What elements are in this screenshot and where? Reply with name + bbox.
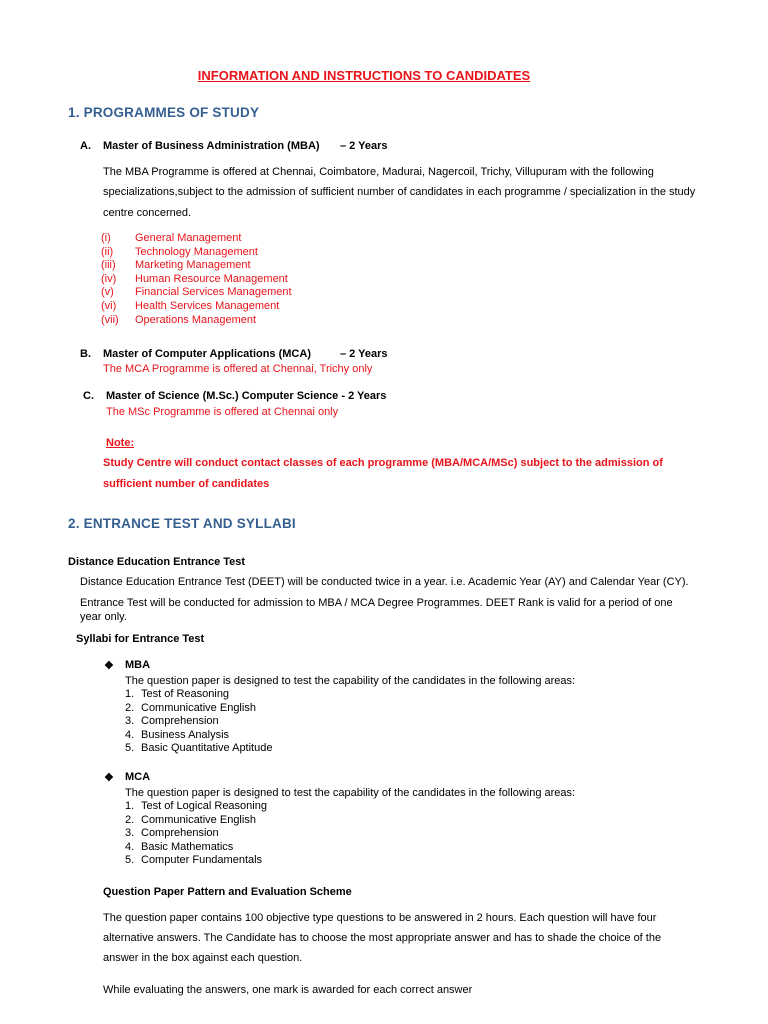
deet-line-3: year only. xyxy=(80,611,127,623)
list-item xyxy=(125,715,272,729)
list-item-text: Basic Mathematics xyxy=(141,840,234,853)
list-item-text: Test of Reasoning xyxy=(141,688,230,700)
list-item-number: 5. xyxy=(125,854,135,866)
list-item xyxy=(125,854,267,868)
list-item xyxy=(101,246,292,260)
list-item xyxy=(101,286,292,300)
qp-line-3: answer in the box against each question. xyxy=(103,952,303,964)
programme-a-label: A. xyxy=(80,140,91,152)
list-item xyxy=(125,742,272,756)
diamond-bullet-icon: ❖ xyxy=(104,660,114,672)
list-item-number: 2. xyxy=(125,813,135,826)
list-item-number: 3. xyxy=(125,827,135,839)
list-item-number: 2. xyxy=(125,701,135,714)
mca-syllabus-list xyxy=(125,800,267,868)
note-line-1: Study Centre will conduct contact classes of each programme (MBA/MCA/MSc) subject to the admission of xyxy=(103,457,663,469)
list-item-number: (v) xyxy=(101,286,114,299)
list-item xyxy=(125,702,272,716)
list-item-number: (i) xyxy=(101,232,111,244)
diamond-bullet-icon: ❖ xyxy=(104,772,114,784)
list-item-number: (ii) xyxy=(101,245,114,258)
list-item-number: (iii) xyxy=(101,259,116,272)
list-item-number: 4. xyxy=(125,840,135,853)
list-item-text: Operations Management xyxy=(135,313,257,326)
deet-line-2: Entrance Test will be conducted for admission to MBA / MCA Degree Programmes. DEET Rank is valid for a period of one xyxy=(80,597,673,609)
programme-c-detail: The MSc Programme is offered at Chennai only xyxy=(106,406,339,418)
list-item-number: 4. xyxy=(125,728,135,741)
mba-syllabus-intro: The question paper is designed to test the capability of the candidates in the following areas: xyxy=(125,675,576,687)
page-title: INFORMATION AND INSTRUCTIONS TO CANDIDATES xyxy=(197,68,531,83)
list-item-text: Communicative English xyxy=(141,701,256,714)
list-item xyxy=(125,814,267,828)
list-item xyxy=(125,688,272,702)
list-item-number: 5. xyxy=(125,742,135,754)
programme-b-duration: – 2 Years xyxy=(340,348,388,360)
programme-b-detail: The MCA Programme is offered at Chennai, Trichy only xyxy=(103,363,373,375)
qp-heading: Question Paper Pattern and Evaluation Scheme xyxy=(103,886,352,898)
list-item xyxy=(101,314,292,328)
deet-heading: Distance Education Entrance Test xyxy=(68,556,246,568)
programme-a-intro-2: specializations,subject to the admission of sufficient number of candidates in each programme / specialization in the study xyxy=(103,186,696,198)
qp-line-1: The question paper contains 100 objective type questions to be answered in 2 hours. Each question will have four xyxy=(103,912,657,924)
list-item-number: 3. xyxy=(125,715,135,727)
list-item xyxy=(101,300,292,314)
section-heading-entrance-test: 2. ENTRANCE TEST AND SYLLABI xyxy=(68,516,296,531)
list-item xyxy=(101,273,292,287)
mca-syllabus-intro: The question paper is designed to test the capability of the candidates in the following areas: xyxy=(125,787,576,799)
mba-syllabus-label: MBA xyxy=(125,659,151,671)
list-item xyxy=(125,800,267,814)
programme-c-label: C. xyxy=(83,390,94,402)
list-item-text: Test of Logical Reasoning xyxy=(141,800,267,812)
qp-line-2: alternative answers. The Candidate has to choose the most appropriate answer and has to shade the choice of the xyxy=(103,932,662,944)
list-item-number: (vi) xyxy=(101,299,117,312)
list-item-number: (vii) xyxy=(101,313,119,326)
list-item xyxy=(125,827,267,841)
list-item-text: Technology Management xyxy=(135,245,258,258)
section-heading-programmes: 1. PROGRAMMES OF STUDY xyxy=(68,105,260,120)
programme-b-label: B. xyxy=(80,348,91,360)
list-item-number: (iv) xyxy=(101,272,117,285)
list-item-text: Financial Services Management xyxy=(135,286,292,299)
list-item-text: Business Analysis xyxy=(141,728,230,741)
programme-a-duration: – 2 Years xyxy=(340,140,388,152)
list-item-text: Basic Quantitative Aptitude xyxy=(141,742,273,754)
list-item-text: Comprehension xyxy=(141,715,219,727)
list-item-text: Health Services Management xyxy=(135,299,280,312)
list-item-text: General Management xyxy=(135,232,242,244)
programme-a-intro-1: The MBA Programme is offered at Chennai, Coimbatore, Madurai, Nagercoil, Trichy, Villupuram with the following xyxy=(103,166,654,178)
list-item-text: Human Resource Management xyxy=(135,272,288,285)
programme-b-name: Master of Computer Applications (MCA) xyxy=(103,348,311,360)
deet-line-1: Distance Education Entrance Test (DEET) will be conducted twice in a year. i.e. Academic Year (AY) and Calendar Year (CY). xyxy=(80,576,689,588)
programme-a-name: Master of Business Administration (MBA) xyxy=(103,140,320,152)
list-item-text: Marketing Management xyxy=(135,259,251,272)
list-item-number: 1. xyxy=(125,688,135,700)
list-item xyxy=(125,729,272,743)
programme-a-intro-3: centre concerned. xyxy=(103,207,192,219)
list-item xyxy=(101,232,292,246)
list-item-text: Comprehension xyxy=(141,827,219,839)
list-item-number: 1. xyxy=(125,800,135,812)
note-line-2: sufficient number of candidates xyxy=(103,478,270,490)
list-item-text: Communicative English xyxy=(141,813,256,826)
mba-syllabus-list xyxy=(125,688,272,756)
evaluation-line: While evaluating the answers, one mark is awarded for each correct answer xyxy=(103,984,473,996)
programme-c-name: Master of Science (M.Sc.) Computer Science - 2 Years xyxy=(106,390,387,402)
list-item xyxy=(125,841,267,855)
specialization-list xyxy=(101,232,292,327)
list-item xyxy=(101,259,292,273)
mca-syllabus-label: MCA xyxy=(125,771,151,783)
syllabi-heading: Syllabi for Entrance Test xyxy=(76,633,205,645)
note-label: Note: xyxy=(106,437,135,449)
list-item-text: Computer Fundamentals xyxy=(141,854,263,866)
